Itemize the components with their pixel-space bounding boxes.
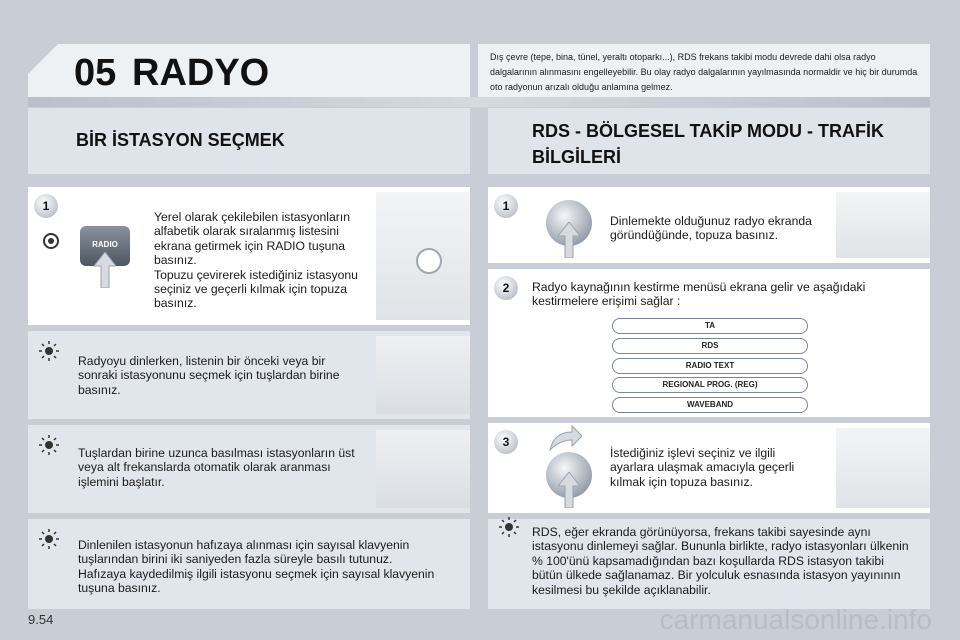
- step-badge: 3: [494, 430, 518, 454]
- left-tip3-text: Dinlenilen istasyonun hafızaya alınması için sayısal klavyenin tuşlarından birini iki saniyeden fazla süreyle basılı tutunuz. Hafızaya kaydedilmiş ilgili istasyonu seçmek için sayısal klavyenin tuşuna basınız.: [78, 538, 435, 596]
- menu-item-regional-prog[interactable]: REGIONAL PROG. (REG): [612, 377, 808, 393]
- right-step1-text: Dinlemekte olduğunuz radyo ekranda göründüğünde, topuza basınız.: [610, 214, 812, 243]
- right-step2-text: Radyo kaynağının kestirme menüsü ekrana gelir ve aşağıdaki kestirmelere erişimi sağlar :: [532, 280, 866, 309]
- arrow-up-icon: [558, 222, 580, 258]
- radio-unit-image: [836, 192, 930, 258]
- lightbulb-icon: [498, 516, 520, 538]
- arrow-up-icon: [558, 472, 580, 508]
- lightbulb-icon: [38, 528, 60, 550]
- step-badge: 2: [494, 276, 518, 300]
- radio-unit-image: [376, 192, 470, 320]
- lightbulb-icon: [38, 340, 60, 362]
- step-badge: 1: [494, 194, 518, 218]
- left-tip2-text: Tuşlardan birine uzunca basılması istasyonların üst veya alt frekanslarda otomatik olarak aranması işlemini başlatır.: [78, 446, 355, 489]
- page-title: RADYO: [132, 52, 270, 94]
- arrow-up-icon: [94, 252, 116, 288]
- watermark: carmanualsonline.info: [659, 604, 932, 635]
- menu-item-radio-text[interactable]: RADIO TEXT: [612, 358, 808, 374]
- radio-unit-image: [836, 428, 930, 508]
- chapter-number: 05: [74, 52, 117, 94]
- right-tip-text: RDS, eğer ekranda görünüyorsa, frekans takibi sayesinde aynı istasyonu dinlemeyi sağlar. Bununla birlikte, radyo istasyonları ülkenin % 100'ünü kapsamadığından bazı koşullarda RDS istasyon takibi bütün ülkede sağlanamaz. Bir yolculuk esnasında istasyon yayınının kesilmesi bu şekilde açıklanabilir.: [532, 525, 909, 597]
- menu-item-ta[interactable]: TA: [612, 318, 808, 334]
- right-section-title: RDS - BÖLGESEL TAKİP MODU - TRAFİK BİLGİLERİ: [532, 121, 885, 167]
- left-tip1-text: Radyoyu dinlerken, listenin bir önceki veya bir sonraki istasyonunu seçmek için tuşlardan birine basınız.: [78, 354, 340, 397]
- left-step1-text: Yerel olarak çekilebilen istasyonların alfabetik olarak sıralanmış listesini ekrana getirmek için RADIO tuşuna basınız. Topuzu çevirerek istediğiniz istasyonu seçiniz ve geçerli kılmak için topuza basınız.: [154, 210, 358, 311]
- target-icon: [42, 232, 60, 250]
- radio-unit-image: [376, 430, 470, 508]
- menu-item-rds[interactable]: RDS: [612, 338, 808, 354]
- step-badge: 1: [34, 194, 58, 218]
- right-step3-text: İstediğiniz işlevi seçiniz ve ilgili ayarlara ulaşmak amacıyla geçerli kılmak için topuza basınız.: [610, 446, 795, 489]
- decorative-band: [28, 97, 930, 107]
- header-note: Dış çevre (tepe, bina, tünel, yeraltı otoparkı...), RDS frekans takibi modu devrede dahi olsa radyo dalgalarının alınmasını engelleyebilir. Bu olay radyo dalgalarının yayılmasında normaldir ve hiç bir durumda oto radyonun arızalı olduğu anlamına gelmez.: [478, 44, 930, 97]
- left-section-title: BİR İSTASYON SEÇMEK: [76, 130, 285, 150]
- menu-item-waveband[interactable]: WAVEBAND: [612, 397, 808, 413]
- page-number: 9.54: [28, 612, 54, 627]
- radio-button-label: RADIO: [92, 240, 118, 249]
- curved-arrow-icon: [548, 424, 582, 452]
- lightbulb-icon: [38, 434, 60, 456]
- radio-unit-image: [376, 336, 470, 414]
